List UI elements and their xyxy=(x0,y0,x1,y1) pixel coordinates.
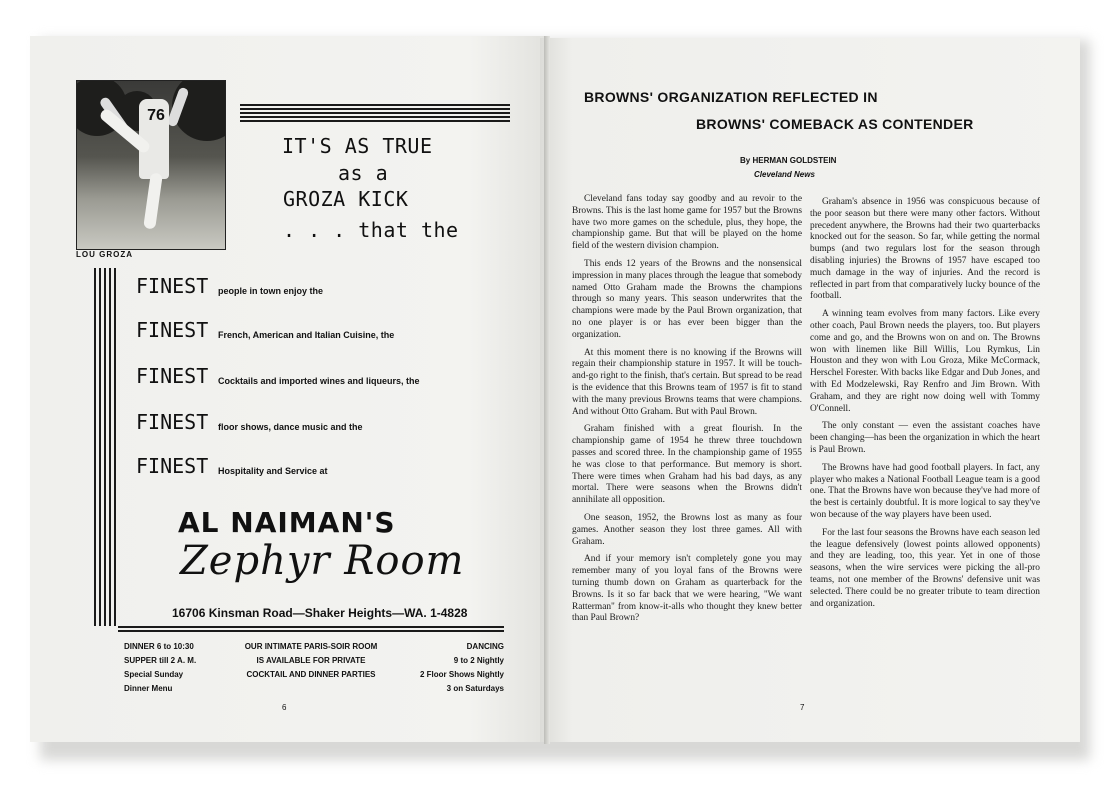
headline-line-4: . . . that the xyxy=(283,218,459,242)
brand-room-script: Zephyr Room xyxy=(180,538,465,584)
decorative-stripes xyxy=(240,104,510,124)
paragraph: Graham finished with a great flourish. In the championship game of 1954 he threw three touchdown passes and scored three. In the championship game of 1955 he was close to that performance. But memory is short. There were times when Graham had his bad days, as any mortal. There were seasons when the Browns didn't annihilate all opposition. xyxy=(572,424,802,506)
paragraph: And if your memory isn't completely gone you may remember many of you loyal fans of the Browns were turning thumb down on Graham as quarterback for the Browns. Is it so far back that we were hearing, "We want Ratterman" from know-it-alls who thought they knew better than Paul Brown? xyxy=(572,554,802,624)
lou-groza-photo xyxy=(76,80,226,250)
finest-text-2: French, American and Italian Cuisine, the xyxy=(218,330,395,340)
page-number-right: 7 xyxy=(800,703,805,712)
ad-dancing: DANCING 9 to 2 Nightly 2 Floor Shows Nightly 3 on Saturdays xyxy=(419,642,504,693)
article-column-2 xyxy=(810,197,1040,616)
paragraph: One season, 1952, the Browns lost as many as four games. Another season they lost three games. All with Graham. xyxy=(572,512,802,547)
ad-hours: DINNER 6 to 10:30 SUPPER till 2 A. M. Special Sunday Dinner Menu xyxy=(124,642,197,693)
finest-word-2: FINEST xyxy=(136,318,209,342)
article-title-line-2: BROWNS' COMEBACK AS CONTENDER xyxy=(696,116,974,132)
headline-line-2: as a xyxy=(338,161,389,185)
finest-text-5: Hospitality and Service at xyxy=(218,466,328,476)
paragraph: A winning team evolves from many factors. Like every other coach, Paul Brown needs the players, too. But players come and go, and the Browns won on and on. The Browns won with linemen like Bill Willis, Lou Rymkus, Lin Houston and they won with Lou Groza, Mike McCormack, Herschel Forester. With backs like Edgar and Dub Jones, and with Ed Modzelewski, Ray Renfro and Jim Brown. With Graham, and they are right now doing well with Tommy O'Connell. xyxy=(810,309,1040,414)
headline-line-1: IT'S AS TRUE xyxy=(282,134,433,158)
photo-caption: LOU GROZA xyxy=(76,250,133,259)
article-byline: By HERMAN GOLDSTEIN xyxy=(740,156,837,165)
jersey-number: 76 xyxy=(147,107,165,124)
finest-word-1: FINEST xyxy=(136,274,209,298)
paragraph: At this moment there is no knowing if the Browns will regain their championship stature in 1957. It will be touch-and-go right to the finish, that's certain. But spread to be read is the evidence that this Browns team of 1957 is fit to stand with the many previous Browns teams that were champions. And without Otto Graham. But with Paul Brown. xyxy=(572,347,802,417)
ad-address: 16706 Kinsman Road—Shaker Heights—WA. 1-4828 xyxy=(172,606,468,620)
finest-text-1: people in town enjoy the xyxy=(218,286,324,296)
page-number-left: 6 xyxy=(282,703,287,712)
finest-word-4: FINEST xyxy=(136,410,209,434)
paragraph: The only constant — even the assistant coaches have been changing—has been the organization in which the heart is Paul Brown. xyxy=(810,421,1040,455)
article-column-1 xyxy=(572,194,802,631)
paragraph: The Browns have had good football players. In fact, any player who makes a National Football League team is a good one. That the Browns have won because they've had more of the best is certainly doubtful. It is more logical to say they've won because of the way players have been used. xyxy=(810,462,1040,520)
paragraph: Graham's absence in 1956 was conspicuous because of the poor season but there were many other factors. Without precedent anywhere, the Browns had their two quarterbacks knocked out for the season. So far, while getting the normal bumps (and two regulars lost for the season through disabling injuries) the Browns of 1957 have escaped too much damage in the way of injuries. And the record is reflected in part from that comparatively lucky bounce of the football. xyxy=(810,197,1040,302)
finest-text-3: Cocktails and imported wines and liqueurs, the xyxy=(218,376,420,386)
headline-line-3: GROZA KICK xyxy=(283,187,409,211)
paragraph: Cleveland fans today say goodby and au revoir to the Browns. This is the last home game for 1957 but the Browns have two more games on the schedule, plus, they hope, the championship game. But that will be played on the home field of the western division champion. xyxy=(572,194,802,252)
finest-word-5: FINEST xyxy=(136,454,209,478)
finest-text-4: floor shows, dance music and the xyxy=(218,422,363,432)
brand-name: AL NAIMAN'S xyxy=(178,506,396,539)
article-outlet: Cleveland News xyxy=(754,170,815,179)
finest-word-3: FINEST xyxy=(136,364,209,388)
article-title-line-1: BROWNS' ORGANIZATION REFLECTED IN xyxy=(584,89,878,105)
paragraph: For the last four seasons the Browns have each season led the league defensively (lowest points allowed opponents) and they are leading, too, this year. Yet in one of those seasons, when the wire services were picking the all-pro teams, not one member of the Browns' defensive unit was selected. There could be no greater tribute to team direction and organization. xyxy=(810,527,1040,609)
ad-private-room: OUR INTIMATE PARIS-SOIR ROOM IS AVAILABLE FOR PRIVATE COCKTAIL AND DINNER PARTIES xyxy=(244,642,378,679)
paragraph: This ends 12 years of the Browns and the nonsensical impression in many places through the league that somebody named Otto Graham made the Browns the champions through so many years. This season underwrites that the champions were made by the Paul Brown organization, that no one player is or has ever been bigger than the organization. xyxy=(572,258,802,340)
book-gutter xyxy=(544,36,550,744)
